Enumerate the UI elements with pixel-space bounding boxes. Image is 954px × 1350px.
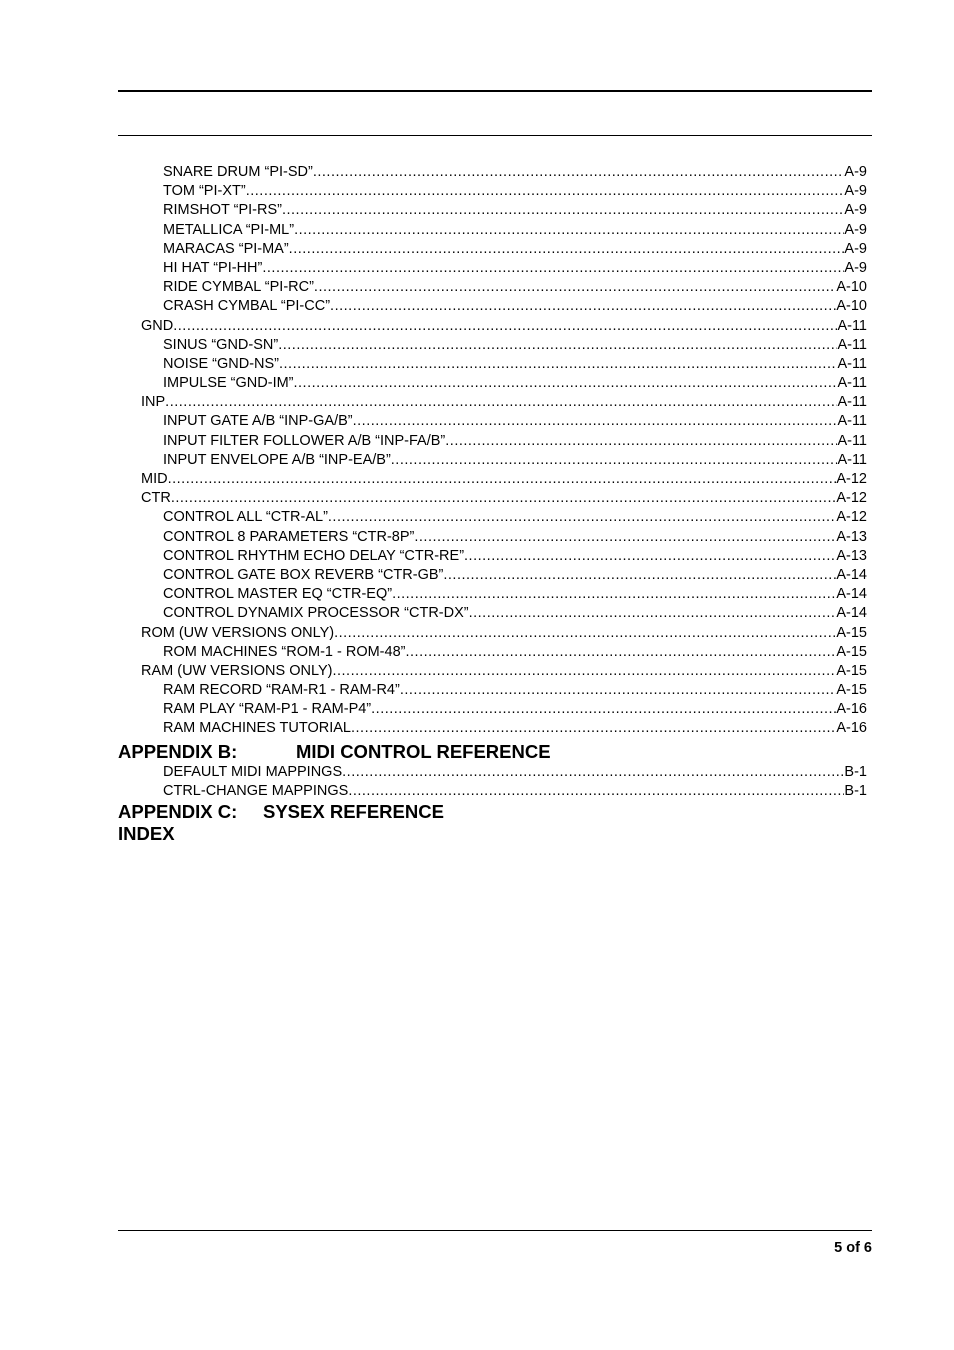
toc-entry-page: A-9 (844, 202, 867, 219)
toc-entry[interactable] (118, 393, 867, 412)
toc-leader-dots (278, 336, 837, 355)
toc-entry-title: CONTROL ALL “CTR-AL” (163, 509, 328, 526)
toc-leader-dots (330, 297, 836, 316)
toc-entry[interactable] (118, 624, 867, 643)
toc-entry[interactable] (118, 547, 867, 566)
toc-entry-title: RIDE CYMBAL “PI-RC” (163, 279, 314, 296)
toc-entry[interactable] (118, 719, 867, 738)
toc-entry[interactable] (118, 585, 867, 604)
toc-entry-page: A-9 (844, 183, 867, 200)
toc-entry-title: CONTROL 8 PARAMETERS “CTR-8P” (163, 528, 415, 545)
toc-entry-page: A-15 (836, 662, 867, 679)
toc-entry[interactable] (118, 163, 867, 182)
toc-entry-page: A-14 (836, 586, 867, 603)
toc-entry-title: RAM (UW VERSIONS ONLY) (141, 662, 333, 679)
toc-entry-page: A-15 (836, 624, 867, 641)
toc-entry-title: GND (141, 317, 174, 334)
toc-leader-dots (351, 719, 836, 738)
toc-entry[interactable] (118, 662, 867, 681)
toc-entry[interactable] (118, 355, 867, 374)
toc-entry-page: A-9 (844, 259, 867, 276)
toc-entry-title: ROM MACHINES “ROM-1 - ROM-48” (163, 643, 406, 660)
toc-entry[interactable] (118, 336, 867, 355)
toc-entry[interactable] (118, 763, 867, 782)
toc-entry-title: RIMSHOT “PI-RS” (163, 202, 282, 219)
toc-leader-dots (171, 489, 837, 508)
toc-entry-page: A-16 (836, 720, 867, 737)
toc-leader-dots (246, 182, 845, 201)
toc-entry-title: ROM (UW VERSIONS ONLY) (141, 624, 335, 641)
toc-entry-title: CRASH CYMBAL “PI-CC” (163, 298, 331, 315)
toc-entry-title: RAM MACHINES TUTORIAL (163, 720, 351, 737)
toc-entry-page: A-12 (836, 490, 867, 507)
toc-entry-page: A-9 (844, 221, 867, 238)
toc-entry-title: RAM PLAY “RAM-P1 - RAM-P4” (163, 701, 372, 718)
toc-entry-title: SINUS “GND-SN” (163, 336, 279, 353)
toc-entry-title: CONTROL RHYTHM ECHO DELAY “CTR-RE” (163, 547, 465, 564)
toc-group-appendix-a (118, 163, 867, 739)
toc-entry-page: A-16 (836, 701, 867, 718)
toc-entry-page: A-10 (836, 279, 867, 296)
toc-leader-dots (168, 470, 837, 489)
toc-entry-page: A-11 (837, 394, 867, 411)
toc-leader-dots (262, 259, 844, 278)
toc-entry-page: A-11 (837, 375, 867, 392)
toc-leader-dots (445, 432, 837, 451)
toc-entry-title: HI HAT “PI-HH” (163, 259, 263, 276)
toc-leader-dots (469, 604, 837, 623)
toc-entry[interactable] (118, 240, 867, 259)
appendix-c-name: SYSEX REFERENCE (263, 801, 444, 822)
toc-entry-page: B-1 (844, 763, 867, 780)
index-label: INDEX (118, 823, 175, 844)
toc-entry-page: A-9 (844, 240, 867, 257)
toc-entry[interactable] (118, 528, 867, 547)
toc-entry-title: IMPULSE “GND-IM” (163, 375, 294, 392)
toc-entry-page: A-11 (837, 355, 867, 372)
toc-entry-page: A-11 (837, 336, 867, 353)
toc-leader-dots (400, 681, 837, 700)
header-rule-top (118, 90, 872, 92)
toc-entry[interactable] (118, 297, 867, 316)
toc-entry-page: B-1 (844, 782, 867, 799)
toc-entry[interactable] (118, 221, 867, 240)
toc-entry-page: A-12 (836, 509, 867, 526)
toc-entry[interactable] (118, 451, 867, 470)
toc-entry-title: INPUT ENVELOPE A/B “INP-EA/B” (163, 451, 391, 468)
toc-entry[interactable] (118, 412, 867, 431)
page-number: 5 of 6 (834, 1240, 872, 1256)
toc-entry[interactable] (118, 508, 867, 527)
toc-entry-title: MARACAS “PI-MA” (163, 240, 289, 257)
toc-entry-title: NOISE “GND-NS” (163, 355, 279, 372)
toc-entry-page: A-11 (837, 432, 867, 449)
toc-heading-index[interactable] (118, 823, 867, 845)
toc-entry-title: SNARE DRUM “PI-SD” (163, 164, 313, 180)
toc-entry-title: RAM RECORD “RAM-R1 - RAM-R4” (163, 682, 400, 699)
toc-entry[interactable] (118, 432, 867, 451)
toc-entry-page: A-9 (844, 164, 867, 180)
toc-entry-title: TOM “PI-XT” (163, 183, 246, 200)
toc-leader-dots (342, 763, 844, 782)
toc-leader-dots (391, 451, 838, 470)
toc-entry[interactable] (118, 489, 867, 508)
toc-entry-title: METALLICA “PI-ML” (163, 221, 295, 238)
toc-group-appendix-b (118, 763, 867, 801)
toc-entry-title: CONTROL MASTER EQ “CTR-EQ” (163, 586, 393, 603)
toc-entry-title: INP (141, 394, 166, 411)
toc-leader-dots (314, 278, 836, 297)
toc-entry-page: A-10 (836, 298, 867, 315)
toc-leader-dots (294, 221, 844, 240)
toc-entry[interactable] (118, 566, 867, 585)
toc-entry-page: A-11 (837, 413, 867, 430)
appendix-b-label: APPENDIX B: (118, 740, 238, 762)
toc-leader-dots (371, 700, 836, 719)
toc-leader-dots (173, 317, 837, 336)
table-of-contents (118, 163, 867, 845)
toc-heading-appendix-c[interactable] (118, 801, 867, 823)
toc-entry[interactable] (118, 470, 867, 489)
toc-entry[interactable] (118, 681, 867, 700)
toc-leader-dots (392, 585, 836, 604)
toc-leader-dots (334, 624, 836, 643)
toc-entry-title: CTR (141, 490, 171, 507)
toc-entry-title: DEFAULT MIDI MAPPINGS (163, 763, 343, 780)
toc-leader-dots (332, 662, 836, 681)
toc-entry-title: CONTROL GATE BOX REVERB “CTR-GB” (163, 566, 444, 583)
toc-entry-title: CONTROL DYNAMIX PROCESSOR “CTR-DX” (163, 605, 469, 622)
toc-entry-page: A-13 (836, 528, 867, 545)
toc-entry[interactable] (118, 782, 867, 801)
appendix-c-label: APPENDIX C: (118, 801, 238, 822)
toc-leader-dots (165, 393, 837, 412)
toc-entry-page: A-14 (836, 605, 867, 622)
toc-leader-dots (405, 643, 836, 662)
header-rule-bottom (118, 135, 872, 136)
toc-leader-dots (414, 528, 836, 547)
toc-entry-title: INPUT GATE A/B “INP-GA/B” (163, 413, 353, 430)
toc-entry-page: A-15 (836, 643, 867, 660)
toc-entry[interactable] (118, 259, 867, 278)
toc-leader-dots (289, 240, 845, 259)
toc-entry[interactable] (118, 201, 867, 220)
toc-entry[interactable] (118, 604, 867, 623)
toc-entry-page: A-11 (837, 317, 867, 334)
toc-entry-title: MID (141, 471, 168, 487)
toc-entry-page: A-15 (836, 682, 867, 699)
toc-heading-appendix-b[interactable] (118, 741, 867, 763)
toc-entry-page: A-13 (836, 547, 867, 564)
toc-entry-page: A-12 (836, 471, 867, 487)
toc-entry[interactable] (118, 278, 867, 297)
toc-leader-dots (313, 163, 845, 182)
footer-rule (118, 1230, 872, 1231)
toc-entry[interactable] (118, 700, 867, 719)
toc-leader-dots (328, 508, 836, 527)
toc-leader-dots (294, 374, 838, 393)
toc-entry-title: INPUT FILTER FOLLOWER A/B “INP-FA/B” (163, 432, 446, 449)
toc-leader-dots (353, 412, 838, 431)
toc-leader-dots (443, 566, 836, 585)
toc-leader-dots (464, 547, 836, 566)
toc-leader-dots (348, 782, 844, 801)
appendix-b-name: MIDI CONTROL REFERENCE (296, 740, 551, 762)
toc-entry-page: A-11 (837, 451, 867, 468)
toc-entry[interactable] (118, 643, 867, 662)
toc-leader-dots (279, 355, 837, 374)
toc-entry[interactable] (118, 317, 867, 336)
toc-entry-title: CTRL-CHANGE MAPPINGS (163, 782, 349, 799)
toc-leader-dots (282, 201, 844, 220)
toc-entry[interactable] (118, 182, 867, 201)
toc-entry[interactable] (118, 374, 867, 393)
toc-entry-page: A-14 (836, 566, 867, 583)
